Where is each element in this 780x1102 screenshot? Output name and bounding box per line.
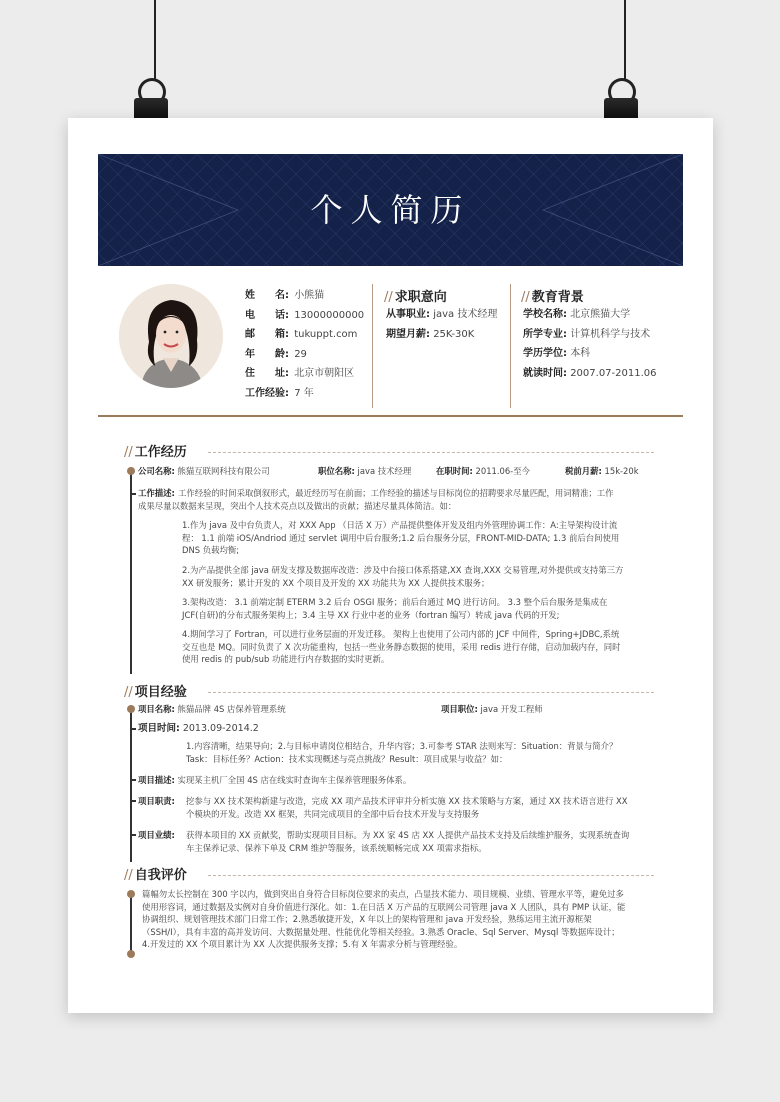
hanging-wire-left (154, 0, 156, 80)
info-value: 计算机科学与技术 (570, 328, 651, 340)
info-value: 7 年 (294, 387, 314, 399)
self-evaluation: 篇幅勿太长控制在 300 字以内，做到突出自身符合目标岗位要求的卖点，凸显技术能力、项目规模、业绩、管理水平等，避免过多 使用形容词，通过数据及实例对自身价值进行深化。如：1.在日活 X 万产品的互联网公司管理 java X 人团队，具有 PMP 认证，能 协调组织、规划管理技术部门日常工作；2.熟悉敏捷开发，X 年以上的架构管理和 java 开发经验，熟练运用主流开源框架 （SSH/I），具有丰富的高并发访问、大数据量处理、性能优化等相关经验。3.熟悉 Oracle、Sql Server、Mysql 等数据库设计； 4.开发过的 XX 个项目累计为 XX 人次提供服务支撑；5.有 X 年需求分析与管理经验。 (142, 889, 626, 949)
basic-info (245, 286, 364, 403)
info-value: 本科 (570, 348, 591, 359)
info-label: 工作经验: (245, 387, 289, 399)
project-timeline (130, 710, 132, 862)
info-row (245, 345, 364, 365)
intent-heading: // 求职意向 (384, 290, 447, 305)
info-value: 北京熊猫大学 (570, 309, 631, 320)
self-heading: // 自我评价 (124, 868, 187, 883)
timeline-dot (127, 890, 135, 898)
resume-title: 个人简历 (310, 191, 471, 229)
work-point-1: 1.作为 java 及中台负责人，对 XXX App （日活 X 万）产品提供整体开发及组内外管理协调工作：A:主导架构设计流 程： 1.1 前端 iOS/Andriod 通过 servlet 调用中后台服务;1.2 后台服务分层，FRONT-MID-DATA; 1.3 前后台间使用 DNS 负载均衡; (182, 520, 620, 555)
section-rule (208, 692, 654, 693)
work-desc: 工作经验的时间采取倒叙形式，最近经历写在前面；工作经验的描述与目标岗位的招聘要求尽量匹配，用词精准；工作 (178, 488, 614, 498)
self-timeline (130, 894, 132, 954)
intent-info (386, 305, 497, 344)
info-label: 住 址: (245, 368, 289, 379)
work-heading: // 工作经历 (124, 445, 187, 460)
project-time-field: 项目时间: 2013.09-2014.2 (138, 723, 259, 734)
timeline-tick (131, 728, 136, 730)
info-value: 2007.07-2011.06 (570, 367, 657, 379)
company-label: 公司名称: (138, 466, 175, 476)
info-label: 所学专业: (523, 328, 567, 340)
timeline-tick (131, 779, 136, 781)
project-intro: 1.内容清晰，结果导向；2.与目标申请岗位相结合，升华内容；3.可参考 STAR 法则来写：Situation：背景与简介？ Task：目标任务？Action：技术实现概述与亮点挑战？Result：项目成果与收益？如： (186, 741, 618, 764)
info-label: 期望月薪: (386, 328, 430, 340)
timeline-dot (127, 467, 135, 475)
info-label: 学校名称: (523, 309, 567, 320)
info-row (386, 325, 497, 345)
info-value: 13000000000 (294, 309, 365, 321)
info-row (245, 325, 364, 345)
company-name: 熊猫互联网科技有限公司 (177, 466, 270, 476)
section-rule (208, 875, 654, 876)
info-value: 小熊猫 (294, 290, 325, 301)
work-desc-cont: 成果尽量以数据来呈现，突出个人技术亮点以及做出的贡献；描述尽量具体简洁。如： (138, 500, 457, 511)
info-row (386, 305, 497, 325)
project-name-field: 项目名称: 熊猫品牌 4S 店保养管理系统 (138, 704, 286, 714)
section-rule (208, 452, 654, 453)
info-label: 电 话: (245, 309, 289, 321)
work-timeline (130, 471, 132, 674)
info-row (245, 384, 364, 404)
project-duty: 挖参与 XX 技术架构新建与改造，完成 XX 项产品技术评审并分析实施 XX 技术策略与方案，通过 XX 技术语言进行 XX 个模块的开发。改造 XX 框架，共同完成项目的全部中后台技术开发与支持服务 (186, 796, 628, 819)
column-divider (510, 284, 511, 408)
title-banner (98, 154, 683, 266)
work-point-4: 4.期间学习了 Fortran，可以进行业务层面的开发迁移。 架构上也使用了公司内部的 JCF 中间件，Spring+JDBC,系统 交互也是 MQ。同时负责了 X 次功能重构，包括一些业务静态数据的使用，采用 redis 进行存储，启动加载内存，同时 使用 redis 的 pub/sub 功能进行内存数据的实时更新。 (182, 629, 621, 664)
salary-field: 税前月薪: 15k-20k (565, 466, 639, 476)
timeline-tick (131, 800, 136, 802)
info-value: 25K-30K (433, 328, 475, 340)
project-heading: // 项目经验 (124, 685, 187, 700)
project-role-field: 项目职位: java 开发工程师 (441, 704, 543, 714)
info-label: 学历学位: (523, 348, 567, 359)
info-value: java 技术经理 (433, 309, 498, 320)
profile-photo (119, 284, 223, 388)
info-value: 北京市朝阳区 (294, 368, 355, 379)
project-duty-label: 项目职责: (138, 796, 175, 806)
info-value: 29 (294, 348, 307, 360)
header-divider (98, 415, 683, 417)
info-label: 姓 名: (245, 290, 289, 301)
project-result: 获得本项目的 XX 贡献奖，帮助实现项目目标。为 XX 家 4S 店 XX 人提供产品技术支持及后续维护服务，实现系统查询 车主保养记录、保养下单及 CRM 维护等服务，该系统顺畅完成 XX 项需求指标。 (186, 830, 630, 853)
info-value: tukuppt.com (294, 329, 358, 340)
column-divider (372, 284, 373, 408)
work-point-3: 3.架构改造： 3.1 前端定制 ETERM 3.2 后台 OSGI 服务；前后台通过 MQ 进行访问。 3.3 整个后台服务是集成在 JCF(自研)的分布式服务架构上；3.4 主导 XX 行业中老的业务（fortran 编写）转成 java 代码的开发; (182, 597, 608, 620)
avatar-illustration (119, 284, 223, 388)
education-heading: // 教育背景 (521, 290, 584, 305)
info-label: 从事职业: (386, 309, 430, 320)
resume-sheet (68, 118, 713, 1013)
info-row (523, 364, 657, 384)
position-field: 职位名称: java 技术经理 (318, 466, 412, 476)
timeline-dot (127, 950, 135, 958)
work-desc-label: 工作描述: (138, 488, 175, 498)
info-row (523, 344, 657, 364)
info-row (245, 364, 364, 384)
project-result-label: 项目业绩: (138, 830, 175, 840)
info-label: 年 龄: (245, 348, 289, 360)
period-field: 在职时间: 2011.06-至今 (436, 466, 530, 476)
info-row (523, 325, 657, 345)
work-point-2: 2.为产品提供全部 java 研发支撑及数据库改造：涉及中台接口体系搭建,XX 查询,XXX 交易管理,对外提供或支持第三方 XX 研发服务；累计开发的 XX 个项目及开发的 XX 功能共为 XX 人提供技术服务； (182, 565, 624, 588)
info-label: 邮 箱: (245, 329, 289, 340)
timeline-dot (127, 705, 135, 713)
info-row (523, 305, 657, 325)
timeline-tick (131, 493, 136, 495)
hanging-wire-right (624, 0, 626, 80)
timeline-tick (131, 834, 136, 836)
info-label: 就读时间: (523, 367, 567, 379)
project-desc-field: 项目描述: 实现某主机厂全国 4S 店在线实时查询车主保养管理服务体系。 (138, 775, 412, 785)
info-row (245, 286, 364, 306)
education-info (523, 305, 657, 383)
info-row (245, 306, 364, 326)
